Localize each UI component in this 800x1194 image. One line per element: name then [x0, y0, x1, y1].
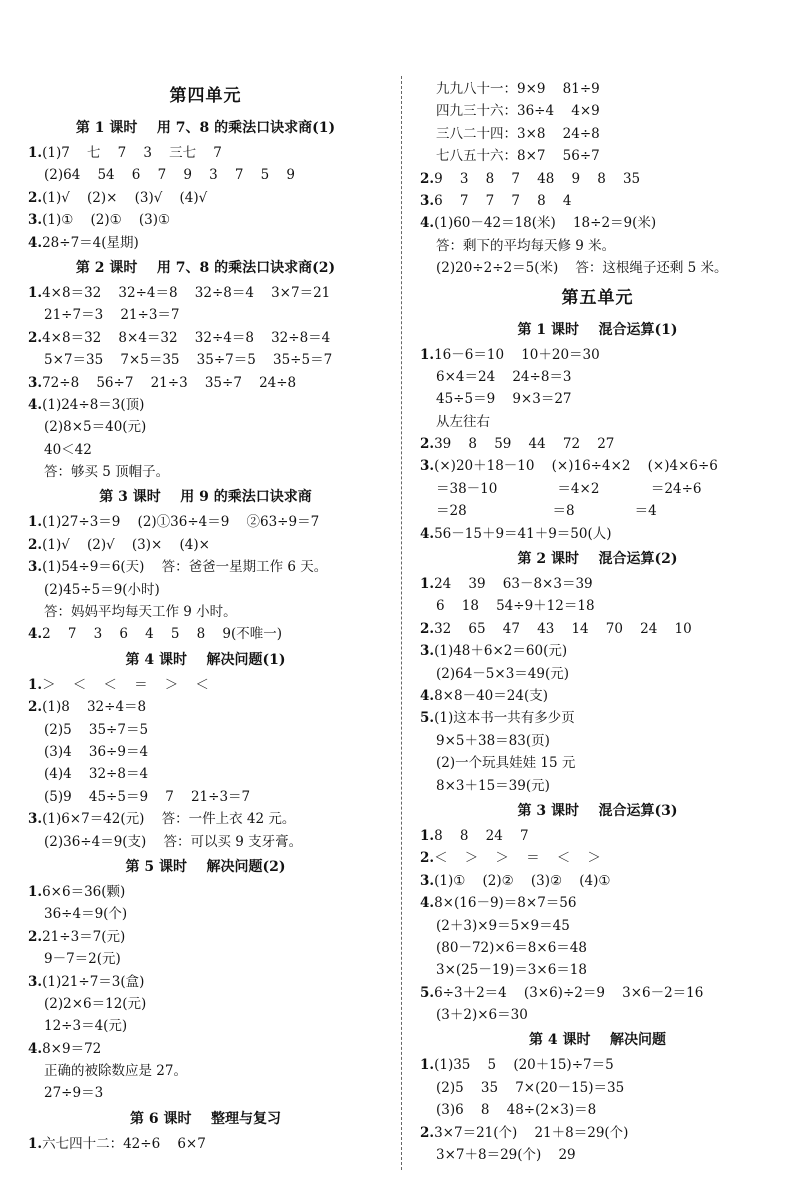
item-text: 6×6＝36(颗) — [42, 883, 126, 900]
answer-subline: 9－7＝2(元) — [44, 951, 121, 968]
answer-item — [28, 209, 383, 231]
answer-subline: (2)8×5＝40(元) — [44, 419, 147, 436]
answer-subline: 正确的被除数应是 27。 — [44, 1063, 187, 1080]
answer-item — [28, 394, 383, 416]
answer-subline: 3×(25－19)＝3×6＝18 — [436, 962, 587, 979]
answer-subline: 七八五十六：8×7 56÷7 — [436, 148, 600, 165]
answer-subline: (2)36÷4＝9(支) 答：可以买 9 支牙膏。 — [44, 833, 303, 850]
item-text: (1)7 七 7 3 三七 7 — [42, 145, 222, 161]
lesson-title: 第 4 课时 解决问题 — [529, 1032, 666, 1049]
item-text: 2 7 3 6 4 5 8 9(不唯一) — [42, 626, 282, 643]
answer-subline: 5×7＝35 7×5＝35 35÷7＝5 35÷5＝7 — [44, 352, 333, 369]
answer-subline: (5)9 45÷5＝9 7 21÷3＝7 — [44, 788, 251, 805]
answer-item — [420, 573, 775, 595]
answer-item — [28, 926, 383, 948]
answer-subline: 6 18 54÷9＋12＝18 — [436, 598, 595, 615]
answer-item — [28, 881, 383, 903]
item-text: 8 8 24 7 — [434, 827, 529, 844]
item-number: 5. — [420, 710, 435, 727]
item-number: 4. — [28, 234, 43, 251]
item-number: 3. — [420, 643, 435, 660]
item-text: (1)√ (2)× (3)√ (4)√ — [42, 189, 208, 206]
item-text: (1)这本书一共有多少页 — [434, 710, 575, 727]
answer-subline: 40＜42 — [44, 441, 92, 458]
answer-item — [420, 1054, 775, 1076]
answer-subline: 答：够买 5 顶帽子。 — [44, 464, 170, 481]
item-text: (1)60－42＝18(米) 18÷2＝9(米) — [434, 215, 657, 232]
answer-subline: 三八二十四：3×8 24÷8 — [436, 125, 600, 142]
item-text: 56－15＋9＝41＋9＝50(人) — [434, 525, 612, 542]
item-text: 39 8 59 44 72 27 — [434, 436, 615, 453]
item-number: 3. — [28, 811, 43, 828]
item-text: (1)① (2)② (3)② (4)① — [434, 872, 611, 889]
item-text: (1)21÷7＝3(盒) — [42, 973, 145, 990]
answer-item — [28, 556, 383, 578]
answer-item — [28, 187, 383, 209]
answer-item — [420, 212, 775, 234]
answer-item — [420, 825, 775, 847]
right-column — [420, 78, 775, 1166]
answer-subline: (2)64－5×3＝49(元) — [436, 665, 570, 682]
answer-item — [28, 808, 383, 830]
answer-subline: 21÷7＝3 21÷3＝7 — [44, 307, 180, 324]
item-text: 32 65 47 43 14 70 24 10 — [434, 620, 692, 637]
item-number: 1. — [28, 676, 43, 693]
item-number: 2. — [420, 170, 435, 187]
answer-item — [28, 971, 383, 993]
item-text: ＞ ＜ ＜ ＝ ＞ ＜ — [42, 676, 209, 693]
answer-subline: 3×7＋8＝29(个) 29 — [436, 1147, 576, 1164]
answer-subline: 8×3＋15＝39(元) — [436, 777, 550, 794]
answer-subline: (3)6 8 48÷(2×3)＝8 — [436, 1102, 597, 1119]
answer-subline: (3＋2)×6＝30 — [436, 1007, 528, 1024]
item-text: 9 3 8 7 48 9 8 35 — [434, 170, 641, 187]
item-number: 3. — [420, 192, 435, 209]
answer-item — [28, 232, 383, 254]
answer-subline: (2)45÷5＝9(小时) — [44, 581, 160, 598]
item-number: 4. — [28, 1040, 43, 1057]
answer-item — [420, 870, 775, 892]
answer-subline: (3)4 36÷9＝4 — [44, 743, 149, 760]
answer-subline: (2)64 54 6 7 9 3 7 5 9 — [44, 167, 295, 184]
lesson-title: 第 5 课时 解决问题(2) — [125, 858, 286, 875]
answer-item — [420, 168, 775, 190]
item-number: 2. — [420, 436, 435, 453]
item-text: (1)27÷3＝9 (2)①36÷4＝9 ②63÷9＝7 — [42, 514, 320, 531]
item-text: (1)48＋6×2＝60(元) — [434, 643, 568, 660]
item-number: 4. — [420, 525, 435, 542]
answer-item — [28, 511, 383, 533]
answer-subline: (2)2×6＝12(元) — [44, 995, 147, 1012]
answer-subline: 从左往右 — [436, 413, 490, 430]
answer-subline: (4)4 32÷8＝4 — [44, 766, 149, 783]
answer-item — [420, 190, 775, 212]
answer-item — [420, 707, 775, 729]
item-number: 1. — [420, 346, 435, 363]
item-number: 4. — [28, 396, 43, 413]
answer-item — [28, 372, 383, 394]
answer-item — [28, 327, 383, 349]
item-number: 1. — [28, 514, 43, 531]
item-number: 4. — [28, 626, 43, 643]
item-text: (1)24÷8＝3(顶) — [42, 396, 145, 413]
lesson-title: 第 1 课时 用 7、8 的乘法口诀求商(1) — [75, 120, 336, 136]
item-text: 8×9＝72 — [42, 1040, 102, 1057]
answer-item — [28, 1038, 383, 1060]
item-text: 六七四十二：42÷6 6×7 — [42, 1135, 206, 1152]
answer-item — [28, 623, 383, 645]
answer-item — [28, 142, 383, 164]
item-text: 21÷3＝7(元) — [42, 928, 126, 945]
answer-subline: 答：剩下的平均每天修 9 米。 — [436, 237, 616, 254]
item-number: 1. — [28, 883, 43, 900]
item-number: 1. — [28, 145, 43, 161]
item-text: (1)54÷9＝6(天) 答：爸爸一星期工作 6 天。 — [42, 559, 328, 576]
item-number: 1. — [28, 1135, 43, 1152]
item-text: 24 39 63－8×3＝39 — [434, 576, 593, 593]
item-text: 28÷7＝4(星期) — [42, 234, 139, 251]
item-number: 2. — [420, 850, 435, 867]
item-text: (×)20＋18－10 (×)16÷4×2 (×)4×6÷6 — [434, 458, 718, 475]
answer-subline: 27÷9＝3 — [44, 1085, 104, 1102]
item-number: 1. — [420, 827, 435, 844]
lesson-title: 第 1 课时 混合运算(1) — [517, 321, 678, 338]
answer-subline: 45÷5＝9 9×3＝27 — [436, 391, 572, 408]
lesson-title: 第 3 课时 混合运算(3) — [517, 802, 678, 819]
left-column — [28, 78, 383, 1155]
answer-subline: 12÷3＝4(元) — [44, 1018, 128, 1035]
answer-subline: (2)20÷2÷2＝5(米) 答：这根绳子还剩 5 米。 — [436, 260, 728, 277]
item-text: 4×8＝32 8×4＝32 32÷4＝8 32÷8＝4 — [42, 329, 331, 346]
answer-item — [28, 696, 383, 718]
answer-subline: (2)5 35÷7＝5 — [44, 721, 149, 738]
answer-subline: (2)5 35 7×(20－15)＝35 — [436, 1079, 625, 1096]
answer-item — [28, 534, 383, 556]
answer-subline: 答：妈妈平均每天工作 9 小时。 — [44, 604, 237, 621]
item-text: 8×(16－9)＝8×7＝56 — [434, 895, 577, 912]
item-number: 2. — [28, 536, 43, 553]
answer-subline: (2＋3)×9＝5×9＝45 — [436, 917, 570, 934]
item-number: 4. — [420, 687, 435, 704]
item-text: 72÷8 56÷7 21÷3 35÷7 24÷8 — [42, 374, 297, 391]
item-number: 2. — [28, 699, 43, 716]
item-number: 3. — [420, 458, 435, 475]
answer-subline: 九九八十一：9×9 81÷9 — [436, 81, 600, 97]
answer-subline: 四九三十六：36÷4 4×9 — [436, 103, 600, 120]
item-number: 1. — [420, 576, 435, 593]
item-text: 6 7 7 7 8 4 — [434, 192, 572, 209]
lesson-title: 第 4 课时 解决问题(1) — [125, 651, 286, 668]
item-number: 5. — [420, 984, 435, 1001]
answer-item — [420, 1122, 775, 1144]
item-text: 3×7＝21(个) 21＋8＝29(个) — [434, 1124, 629, 1141]
answer-item — [420, 685, 775, 707]
unit-title: 第四单元 — [169, 86, 242, 106]
answer-item — [28, 282, 383, 304]
item-number: 4. — [420, 895, 435, 912]
answer-subline: 36÷4＝9(个) — [44, 906, 128, 923]
item-number: 3. — [420, 872, 435, 889]
answer-item — [420, 523, 775, 545]
answer-subline: (2)一个玩具娃娃 15 元 — [436, 755, 576, 772]
answer-item — [420, 344, 775, 366]
item-number: 4. — [420, 215, 435, 232]
lesson-title: 第 3 课时 用 9 的乘法口诀求商 — [99, 489, 312, 506]
column-divider — [401, 76, 402, 1170]
answer-item — [420, 433, 775, 455]
item-number: 2. — [28, 928, 43, 945]
answer-subline: (80－72)×6＝8×6＝48 — [436, 939, 587, 956]
lesson-title: 第 2 课时 用 7、8 的乘法口诀求商(2) — [75, 259, 336, 276]
item-text: 16－6＝10 10＋20＝30 — [434, 346, 600, 363]
answer-subline: ＝28 ＝8 ＝4 — [436, 503, 657, 520]
answer-item — [420, 982, 775, 1004]
item-number: 3. — [28, 212, 43, 229]
item-text: (1)8 32÷4＝8 — [42, 699, 147, 716]
answer-item — [420, 847, 775, 869]
item-text: (1)① (2)① (3)① — [42, 212, 171, 229]
item-number: 3. — [28, 559, 43, 576]
answer-item — [28, 674, 383, 696]
item-text: 6÷3＋2＝4 (3×6)÷2＝9 3×6－2＝16 — [434, 984, 704, 1001]
answer-subline: 9×5＋38＝83(页) — [436, 732, 550, 749]
item-number: 3. — [28, 374, 43, 391]
item-number: 3. — [28, 973, 43, 990]
item-text: ＜ ＞ ＞ ＝ ＜ ＞ — [434, 850, 601, 867]
item-text: (1)35 5 (20＋15)÷7＝5 — [434, 1057, 614, 1074]
item-text: 4×8＝32 32÷4＝8 32÷8＝4 3×7＝21 — [42, 284, 331, 301]
item-text: (1)√ (2)√ (3)× (4)× — [42, 536, 210, 553]
item-number: 2. — [420, 1124, 435, 1141]
answer-item — [420, 640, 775, 662]
answer-subline: 6×4＝24 24÷8＝3 — [436, 368, 572, 385]
answer-item — [28, 1133, 383, 1155]
item-text: 8×8－40＝24(支) — [434, 687, 548, 704]
item-number: 1. — [28, 284, 43, 301]
lesson-title: 第 2 课时 混合运算(2) — [517, 551, 678, 568]
item-number: 2. — [28, 189, 43, 206]
item-number: 1. — [420, 1057, 435, 1074]
answer-item — [420, 892, 775, 914]
answer-item — [420, 455, 775, 477]
unit-title: 第五单元 — [561, 287, 634, 308]
item-number: 2. — [28, 329, 43, 346]
item-number: 2. — [420, 620, 435, 637]
lesson-title: 第 6 课时 整理与复习 — [130, 1110, 281, 1127]
answer-item — [420, 618, 775, 640]
item-text: (1)6×7＝42(元) 答：一件上衣 42 元。 — [42, 811, 296, 828]
answer-subline: ＝38－10 ＝4×2 ＝24÷6 — [436, 480, 702, 497]
